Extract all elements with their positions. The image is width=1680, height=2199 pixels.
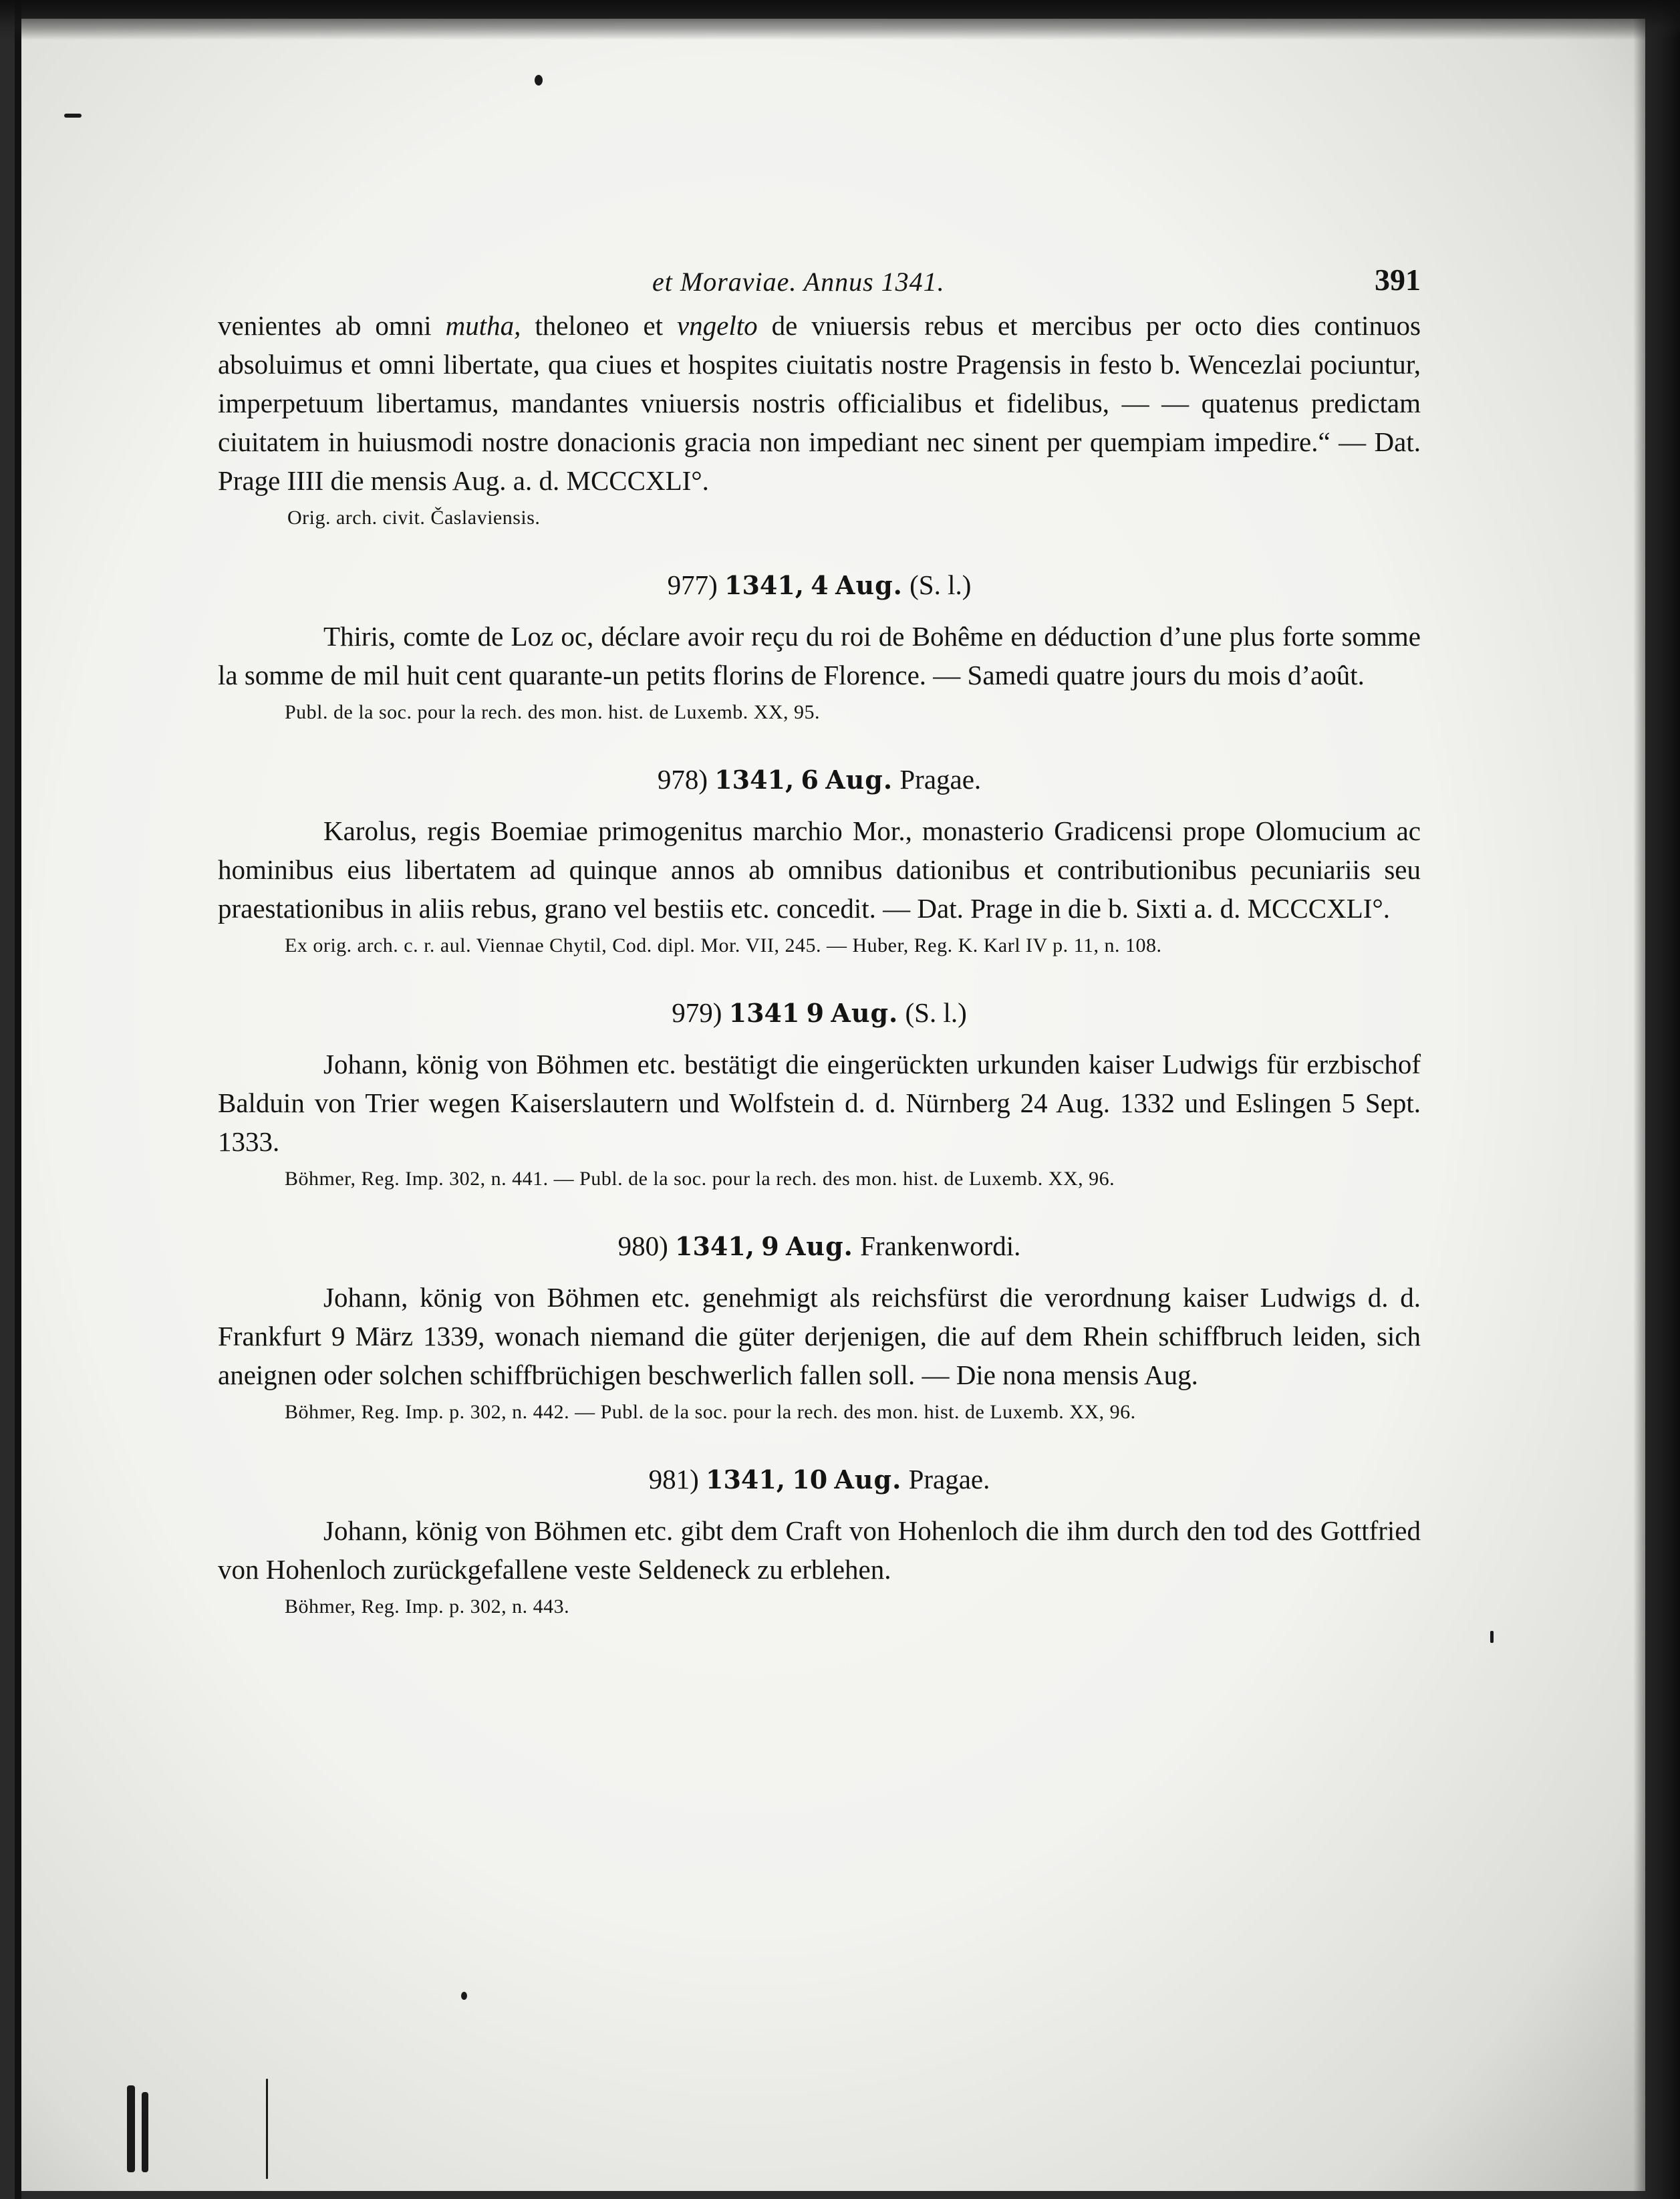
entry-month: Aug. bbox=[835, 570, 903, 600]
entry-heading bbox=[218, 1226, 1421, 1266]
entry-source: Böhmer, Reg. Imp. p. 302, n. 443. bbox=[285, 1595, 570, 1618]
scan-speck bbox=[266, 2079, 268, 2179]
entry-number: 977) bbox=[667, 569, 718, 600]
entry-day: 6 bbox=[801, 765, 819, 795]
entry-heading bbox=[218, 565, 1421, 605]
entry-source: Böhmer, Reg. Imp. 302, n. 441. — Publ. de la soc. pour la rech. des mon. hist. de Luxemb. XX, 96. bbox=[285, 1168, 1115, 1190]
entry-day: 9 bbox=[761, 1231, 779, 1261]
entry-place: (S. l.) bbox=[909, 569, 972, 600]
scan-top-edge bbox=[0, 0, 1680, 40]
entry-number: 980) bbox=[617, 1231, 668, 1261]
intro-paragraph bbox=[218, 306, 1421, 500]
entry-number: 981) bbox=[648, 1464, 699, 1495]
page-number: 391 bbox=[1375, 263, 1421, 297]
entry-number: 979) bbox=[672, 997, 722, 1028]
entry-year: 1341, bbox=[724, 570, 805, 600]
scan-speck bbox=[535, 75, 543, 86]
entry-place: Pragae. bbox=[908, 1464, 990, 1495]
entry-place: Frankenwordi. bbox=[860, 1231, 1021, 1261]
scan-left-edge bbox=[15, 0, 21, 2199]
entry-year: 1341, bbox=[714, 765, 795, 795]
scan-right-edge bbox=[1633, 0, 1680, 2199]
intro-text: theloneo et bbox=[521, 310, 677, 341]
entry-heading bbox=[218, 993, 1421, 1033]
entry-number: 978) bbox=[657, 764, 708, 795]
entry-month: Aug. bbox=[825, 765, 893, 795]
entry-day: 10 bbox=[792, 1464, 828, 1495]
entry-day: 4 bbox=[811, 570, 829, 600]
entry-place: (S. l.) bbox=[905, 997, 967, 1028]
entry-place: Pragae. bbox=[899, 764, 982, 795]
scan-speck bbox=[142, 2092, 148, 2172]
entry-month: Aug. bbox=[834, 1464, 902, 1495]
entry-text: Karolus, regis Boemiae primogenitus marchio Mor., monasterio Gradicensi prope Olomucium ac hominibus eius libertatem ad quinque annos ab omnibus dationibus et contributionibus pecuniariis seu praestationibus in aliis rebus, grano vel bestiis etc. concedit. — Dat. Prage in die b. Sixti a. d. MCCCXLI°. bbox=[218, 815, 1421, 924]
entry-year: 1341, bbox=[706, 1464, 786, 1495]
intro-text: venientes ab omni bbox=[218, 310, 446, 341]
intro-italic-term: mutha, bbox=[445, 310, 521, 341]
running-head bbox=[218, 259, 1421, 306]
entry-month: Aug. bbox=[785, 1231, 853, 1261]
entry-year: 1341 bbox=[728, 998, 800, 1028]
entry-day: 9 bbox=[806, 998, 825, 1028]
scan-speck bbox=[64, 114, 82, 118]
intro-text: de vniuersis rebus et mercibus per octo dies continuos absoluimus et omni libertate, qua ciues et hospites ciuitatis nostre Pragensis in festo b. Wencezlai pociuntur, imperpetuum libertamus, mandantes vniuersis nostris officialibus et fidelibus, — — quatenus predictam ciuitatem in huiusmodi nostre donacionis gracia non impediant nec sinent per quempiam impedire.“ — Dat. Prage IIII die mensis Aug. a. d. MCCCXLI°. bbox=[218, 310, 1421, 496]
intro-italic-term: vngelto bbox=[676, 310, 758, 341]
entry-text: Johann, könig von Böhmen etc. bestätigt die eingerückten urkunden kaiser Ludwigs für erzbischof Balduin von Trier wegen Kaiserslautern und Wolfstein d. d. Nürnberg 24 Aug. 1332 und Eslingen 5 Sept. 1333. bbox=[218, 1049, 1421, 1157]
entry-text: Johann, könig von Böhmen etc. genehmigt als reichsfürst die verordnung kaiser Ludwigs d. d. Frankfurt 9 März 1339, wonach niemand die güter derjenigen, die auf dem Rhein schiffbruch leiden, sich aneignen oder solchen schiffbrüchigen beschwerlich fallen soll. — Die nona mensis Aug. bbox=[218, 1282, 1421, 1390]
running-head-title: et Moraviae. Annus 1341. bbox=[652, 267, 945, 297]
intro-source: Orig. arch. civit. Časlaviensis. bbox=[287, 507, 541, 529]
scan-speck bbox=[1490, 1631, 1494, 1643]
entry-text: Johann, könig von Böhmen etc. gibt dem Craft von Hohenloch die ihm durch den tod des Gottfried von Hohenloch zurückgefallene veste Seldeneck zu erblehen. bbox=[218, 1515, 1421, 1585]
entry-source: Publ. de la soc. pour la rech. des mon. hist. de Luxemb. XX, 95. bbox=[285, 701, 821, 723]
scan-speck bbox=[127, 2085, 135, 2172]
entry-text: Thiris, comte de Loz oc, déclare avoir reçu du roi de Bohême en déduction d’une plus forte somme la somme de mil huit cent quarante-un petits florins de Florence. — Samedi quatre jours du mois d’août. bbox=[218, 621, 1421, 690]
entry-heading bbox=[218, 760, 1421, 799]
entry-month: Aug. bbox=[831, 998, 899, 1028]
document-page bbox=[218, 259, 1421, 1621]
entry-source: Böhmer, Reg. Imp. p. 302, n. 442. — Publ. de la soc. pour la rech. des mon. hist. de Luxemb. XX, 96. bbox=[285, 1401, 1136, 1423]
scan-speck bbox=[461, 1992, 467, 2000]
entry-source: Ex orig. arch. c. r. aul. Viennae Chytil, Cod. dipl. Mor. VII, 245. — Huber, Reg. K. Karl IV p. 11, n. 108. bbox=[285, 934, 1162, 956]
entry-heading bbox=[218, 1460, 1421, 1499]
entry-year: 1341, bbox=[675, 1231, 754, 1261]
